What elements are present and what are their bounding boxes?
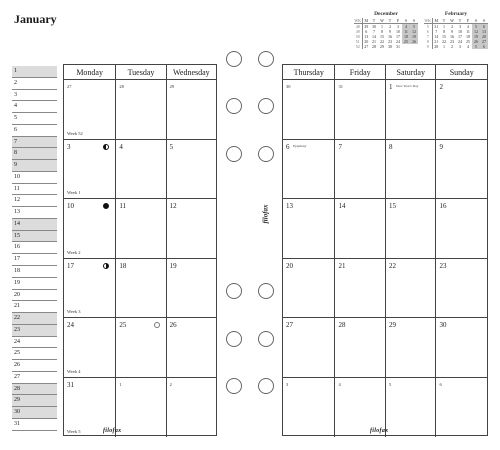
day-number: 6 — [286, 142, 290, 151]
day-number: 10 — [67, 202, 74, 210]
mini-calendar-header-cell: W — [448, 18, 456, 24]
week-label: Week 1 — [67, 190, 81, 195]
day-number: 27 — [286, 321, 293, 329]
week-label: Week 3 — [67, 309, 81, 314]
mini-calendar-week-number: 51 — [354, 39, 362, 44]
day-cell[interactable] — [334, 199, 385, 258]
mini-calendar-day: 30 — [372, 24, 376, 29]
day-cell[interactable] — [435, 259, 487, 318]
day-strip-item: 10 — [12, 172, 57, 184]
mini-calendar-header-cell: T — [440, 18, 448, 24]
day-cell[interactable] — [64, 199, 115, 258]
day-number: 14 — [338, 202, 346, 210]
week-row — [283, 80, 487, 140]
day-number: 1 — [119, 381, 122, 387]
day-cell[interactable] — [435, 378, 487, 438]
day-strip-item: 15 — [12, 231, 57, 243]
mini-calendar-week-number: 8 — [424, 39, 432, 44]
brand-spine: filofax — [261, 204, 270, 224]
mini-calendar-day: 16 — [450, 34, 454, 39]
day-cell[interactable] — [64, 318, 115, 377]
week-row — [64, 318, 216, 378]
binder-hole — [226, 331, 242, 347]
day-number: 29 — [388, 321, 396, 329]
mini-calendar-day: 5 — [472, 24, 480, 30]
mini-calendar-day: 9 — [389, 29, 391, 34]
binder-hole — [226, 378, 242, 394]
week-row — [283, 318, 487, 378]
mini-calendar-header-cell: F — [394, 18, 402, 24]
brand-footer-right: filofax — [370, 428, 389, 434]
day-number: 30 — [286, 84, 291, 89]
day-cell[interactable] — [385, 259, 436, 318]
day-strip-item: 3 — [12, 90, 57, 102]
day-cell[interactable] — [166, 318, 216, 377]
day-strip-item: 19 — [12, 278, 57, 290]
day-strip-item: 17 — [12, 254, 57, 266]
mini-calendar-day: 23 — [388, 39, 392, 44]
day-cell[interactable] — [283, 318, 334, 377]
day-strip-item: 21 — [12, 301, 57, 313]
mini-calendar-day: 13 — [364, 34, 369, 39]
day-number: 8 — [388, 142, 393, 151]
holiday-label: New Year's Day — [395, 84, 419, 88]
day-cell[interactable] — [166, 378, 216, 438]
day-cell[interactable] — [435, 140, 487, 199]
mini-calendar-day: 23 — [450, 39, 454, 44]
day-strip-item: 24 — [12, 337, 57, 349]
day-number: 28 — [338, 321, 346, 329]
day-number: 18 — [119, 261, 127, 270]
mini-calendar-day: 6 — [480, 24, 488, 30]
day-number: 4 — [338, 381, 341, 387]
mini-calendar-day: 24 — [396, 39, 400, 44]
day-number: 5 — [388, 381, 392, 387]
day-strip-item: 8 — [12, 148, 57, 160]
moon-phase-icon — [103, 263, 109, 269]
mini-calendar-day: 20 — [482, 34, 486, 39]
mini-calendar-header-cell: F — [464, 18, 472, 24]
day-cell[interactable] — [385, 378, 436, 438]
day-number: 24 — [67, 321, 74, 329]
mini-calendar-day: 14 — [434, 34, 439, 39]
mini-calendar-row — [354, 44, 418, 49]
week-label: Week 4 — [67, 368, 81, 374]
mini-calendar-day: 8 — [381, 29, 383, 34]
day-number: 15 — [388, 202, 396, 210]
day-strip-item: 27 — [12, 372, 57, 384]
day-strip-item: 31 — [12, 419, 57, 431]
mini-calendar-header-cell: T — [456, 18, 464, 24]
mini-calendar-day: 24 — [458, 39, 462, 44]
mini-calendar-week-number: 6 — [424, 29, 432, 34]
mini-calendar-header-cell: WK — [354, 18, 362, 23]
day-number: 28 — [119, 84, 124, 89]
week-label: Week 52 — [67, 130, 83, 136]
mini-calendar-week-number: 49 — [354, 29, 362, 34]
day-cell[interactable] — [166, 140, 216, 199]
day-cell[interactable] — [115, 199, 165, 258]
day-strip-item: 9 — [12, 160, 57, 172]
day-cell[interactable] — [166, 80, 216, 139]
moon-phase-icon — [154, 322, 160, 328]
week-label: Week 5 — [67, 429, 81, 434]
mini-calendar-header-cell: WK — [424, 18, 432, 23]
day-number: 17 — [67, 261, 74, 270]
day-cell[interactable] — [115, 378, 165, 438]
day-cell[interactable] — [334, 318, 385, 377]
mini-calendar-week-number: 7 — [424, 34, 432, 39]
day-cell[interactable] — [64, 140, 115, 199]
day-cell[interactable] — [385, 318, 436, 377]
mini-calendar-day: 19 — [412, 34, 416, 39]
mini-calendar-day: 9 — [451, 29, 453, 34]
day-strip-item: 13 — [12, 207, 57, 219]
day-strip-item: 30 — [12, 407, 57, 419]
binder-hole — [258, 283, 274, 299]
mini-calendar-day: 2 — [451, 24, 453, 29]
mini-calendar-header-cell: S — [402, 18, 410, 24]
mini-calendar-row — [424, 44, 488, 49]
day-cell[interactable] — [334, 80, 385, 139]
mini-calendar-day: 29 — [380, 44, 384, 49]
mini-calendar-day: 10 — [396, 29, 400, 34]
weekday-header: Thursday — [293, 68, 324, 77]
day-strip-item: 11 — [12, 184, 57, 196]
mini-calendar-week-number: 52 — [354, 44, 362, 49]
mini-calendar-header-cell: M — [362, 18, 370, 24]
mini-calendar-day: 4 — [467, 44, 469, 49]
mini-calendar-day: 25 — [404, 39, 408, 44]
day-cell[interactable] — [435, 318, 487, 377]
week-row — [64, 378, 216, 438]
day-number: 29 — [169, 84, 175, 89]
mini-calendar-day: 10 — [458, 29, 462, 34]
mini-calendar-title: December — [374, 11, 398, 17]
mini-calendar-day: 5 — [410, 24, 418, 30]
day-number: 6 — [439, 381, 442, 387]
week-row — [64, 80, 216, 140]
mini-calendar-day: 1 — [381, 24, 383, 29]
brand-footer-left: filofax — [103, 428, 122, 434]
mini-calendar-day: 12 — [474, 29, 478, 34]
day-cell[interactable] — [115, 259, 165, 318]
mini-calendar-day: 31 — [396, 44, 400, 49]
day-strip — [12, 66, 57, 431]
mini-calendar-day: 17 — [458, 34, 462, 39]
day-strip-item: 26 — [12, 360, 57, 372]
day-number: 19 — [169, 261, 177, 270]
day-strip-item: 12 — [12, 195, 57, 207]
moon-phase-icon — [103, 203, 109, 209]
binder-hole — [258, 378, 274, 394]
day-number: 22 — [388, 261, 396, 270]
day-number: 16 — [439, 202, 447, 210]
mini-calendar-day: 1 — [443, 44, 445, 49]
mini-calendar-day: 7 — [373, 29, 375, 34]
week-row — [283, 199, 487, 259]
day-cell[interactable] — [283, 378, 334, 438]
day-cell[interactable] — [283, 140, 334, 199]
day-number: 20 — [286, 261, 293, 270]
day-cell[interactable] — [385, 140, 436, 199]
mini-calendar-header-cell: S — [472, 18, 480, 24]
binder-hole — [226, 98, 242, 114]
day-strip-item: 28 — [12, 384, 57, 396]
mini-calendar-day — [402, 44, 410, 49]
mini-calendar-day: 29 — [364, 24, 369, 29]
day-number: 11 — [119, 202, 127, 210]
mini-calendar-day: 1 — [443, 24, 445, 29]
day-cell[interactable] — [334, 140, 385, 199]
mini-calendar-day: 6 — [480, 44, 488, 49]
binder-hole — [258, 98, 274, 114]
mini-calendar-day: 11 — [402, 29, 410, 34]
right-calendar-block — [282, 64, 488, 436]
day-strip-item: 2 — [12, 78, 57, 90]
day-strip-item: 1 — [12, 66, 57, 78]
mini-calendar-day: 18 — [404, 34, 408, 39]
mini-calendar-day: 26 — [412, 39, 416, 44]
mini-calendar-day: 27 — [364, 44, 369, 49]
binder-hole — [226, 51, 242, 67]
day-number: 3 — [286, 381, 289, 387]
mini-calendar-day: 27 — [482, 39, 486, 44]
weekday-header: Wednesday — [166, 65, 216, 79]
day-strip-item: 7 — [12, 137, 57, 149]
mini-calendar-day — [410, 44, 418, 49]
day-number: 30 — [439, 321, 447, 329]
mini-calendar-header-cell: S — [480, 18, 488, 24]
mini-calendar-week-number: 50 — [354, 34, 362, 39]
mini-calendar-february — [424, 11, 488, 49]
mini-calendar-day: 8 — [443, 29, 445, 34]
day-cell[interactable] — [115, 140, 165, 199]
weekday-header: Saturday — [385, 65, 436, 79]
mini-calendar-day: 28 — [434, 44, 439, 49]
day-number: 23 — [439, 261, 447, 270]
day-number: 5 — [169, 142, 174, 151]
mini-calendar-week-number: 48 — [354, 24, 362, 30]
binder-hole — [226, 146, 242, 162]
weekday-header: Tuesday — [115, 65, 165, 79]
mini-calendar-day: 28 — [372, 44, 376, 49]
mini-calendar-day: 21 — [434, 39, 439, 44]
mini-calendar-day: 4 — [467, 24, 469, 29]
day-strip-item: 4 — [12, 101, 57, 113]
binder-hole — [226, 283, 242, 299]
mini-calendar-day: 17 — [396, 34, 400, 39]
left-calendar-block — [63, 64, 217, 436]
holiday-label: Epiphany — [293, 143, 307, 148]
mini-calendar-day: 19 — [474, 34, 478, 39]
mini-calendar-week-number: 5 — [424, 24, 432, 30]
day-cell[interactable] — [283, 259, 334, 318]
mini-calendar-day: 15 — [442, 34, 446, 39]
day-number: 1 — [388, 83, 393, 91]
week-row — [64, 259, 216, 319]
binder-hole — [258, 51, 274, 67]
week-row — [64, 140, 216, 200]
day-number: 27 — [67, 84, 72, 89]
day-number: 12 — [169, 202, 177, 210]
mini-calendar-december — [354, 11, 418, 49]
day-number: 31 — [338, 84, 343, 89]
mini-calendar-day: 22 — [380, 39, 384, 44]
mini-calendar-day: 5 — [472, 44, 480, 49]
day-strip-item: 25 — [12, 348, 57, 360]
mini-calendar-day: 30 — [388, 44, 392, 49]
day-number: 2 — [169, 381, 172, 387]
week-row — [283, 140, 487, 200]
day-cell[interactable] — [334, 259, 385, 318]
day-strip-item: 22 — [12, 313, 57, 325]
day-number: 2 — [439, 83, 443, 91]
mini-calendar-day: 11 — [466, 29, 470, 34]
day-cell[interactable] — [166, 259, 216, 318]
day-strip-item: 16 — [12, 242, 57, 254]
day-number: 26 — [169, 321, 177, 329]
mini-calendar-header-cell: W — [378, 18, 386, 24]
day-cell[interactable] — [435, 80, 487, 139]
day-cell[interactable] — [115, 318, 165, 377]
day-cell[interactable] — [166, 199, 216, 258]
mini-calendar-day: 3 — [459, 24, 461, 29]
day-strip-item: 18 — [12, 266, 57, 278]
weekday-header: Monday — [76, 68, 103, 77]
day-cell[interactable] — [283, 199, 334, 258]
mini-calendar-day: 4 — [402, 24, 410, 30]
page-title: January — [14, 12, 57, 26]
mini-calendar-day: 3 — [397, 24, 399, 29]
day-number: 21 — [338, 261, 346, 270]
mini-calendar-header-cell: M — [432, 18, 440, 24]
mini-calendar-day: 2 — [389, 24, 391, 29]
mini-calendar-header-cell: T — [370, 18, 378, 24]
day-strip-item: 14 — [12, 219, 57, 231]
day-strip-item: 20 — [12, 290, 57, 302]
day-number: 3 — [67, 142, 71, 151]
day-cell[interactable] — [64, 80, 115, 139]
mini-calendar-day: 6 — [365, 29, 368, 34]
day-number: 25 — [119, 321, 127, 329]
week-label: Week 2 — [67, 249, 81, 255]
mini-calendar-header-cell: S — [410, 18, 418, 24]
day-number: 7 — [338, 142, 342, 151]
day-cell[interactable] — [385, 80, 436, 139]
mini-calendar-day: 18 — [466, 34, 470, 39]
day-cell[interactable] — [115, 80, 165, 139]
mini-calendar-day: 31 — [434, 24, 439, 29]
day-cell[interactable] — [283, 80, 334, 139]
day-strip-item: 5 — [12, 113, 57, 125]
week-row — [64, 199, 216, 259]
day-strip-item: 29 — [12, 395, 57, 407]
mini-calendar-day: 20 — [364, 39, 369, 44]
day-number: 13 — [286, 202, 293, 210]
binder-hole — [258, 331, 274, 347]
binder-hole — [258, 146, 274, 162]
day-cell[interactable] — [64, 259, 115, 318]
day-strip-item: 6 — [12, 125, 57, 137]
mini-calendar-day: 25 — [466, 39, 470, 44]
day-cell[interactable] — [435, 199, 487, 258]
mini-calendar-day: 16 — [388, 34, 392, 39]
day-strip-item: 23 — [12, 325, 57, 337]
day-number: 31 — [67, 380, 74, 389]
mini-calendar-day: 2 — [451, 44, 453, 49]
weekday-header: Friday — [334, 65, 385, 79]
day-cell[interactable] — [385, 199, 436, 258]
mini-calendar-day: 22 — [442, 39, 446, 44]
moon-phase-icon — [103, 144, 109, 150]
day-number: 9 — [439, 142, 443, 151]
mini-calendar-week-number: 9 — [424, 44, 432, 49]
mini-calendar-day: 21 — [372, 39, 376, 44]
week-row — [283, 259, 487, 319]
mini-calendar-day: 26 — [474, 39, 478, 44]
mini-calendar-title: February — [444, 11, 468, 17]
mini-calendar-day: 14 — [372, 34, 376, 39]
mini-calendar-day: 15 — [380, 34, 384, 39]
weekday-header: Sunday — [435, 65, 487, 79]
mini-calendar-day: 7 — [435, 29, 438, 34]
mini-calendar-day: 3 — [459, 44, 461, 49]
mini-calendar-header-cell: T — [386, 18, 394, 24]
mini-calendar-day: 12 — [412, 29, 416, 34]
day-number: 4 — [119, 142, 123, 151]
mini-calendar-day: 13 — [482, 29, 486, 34]
